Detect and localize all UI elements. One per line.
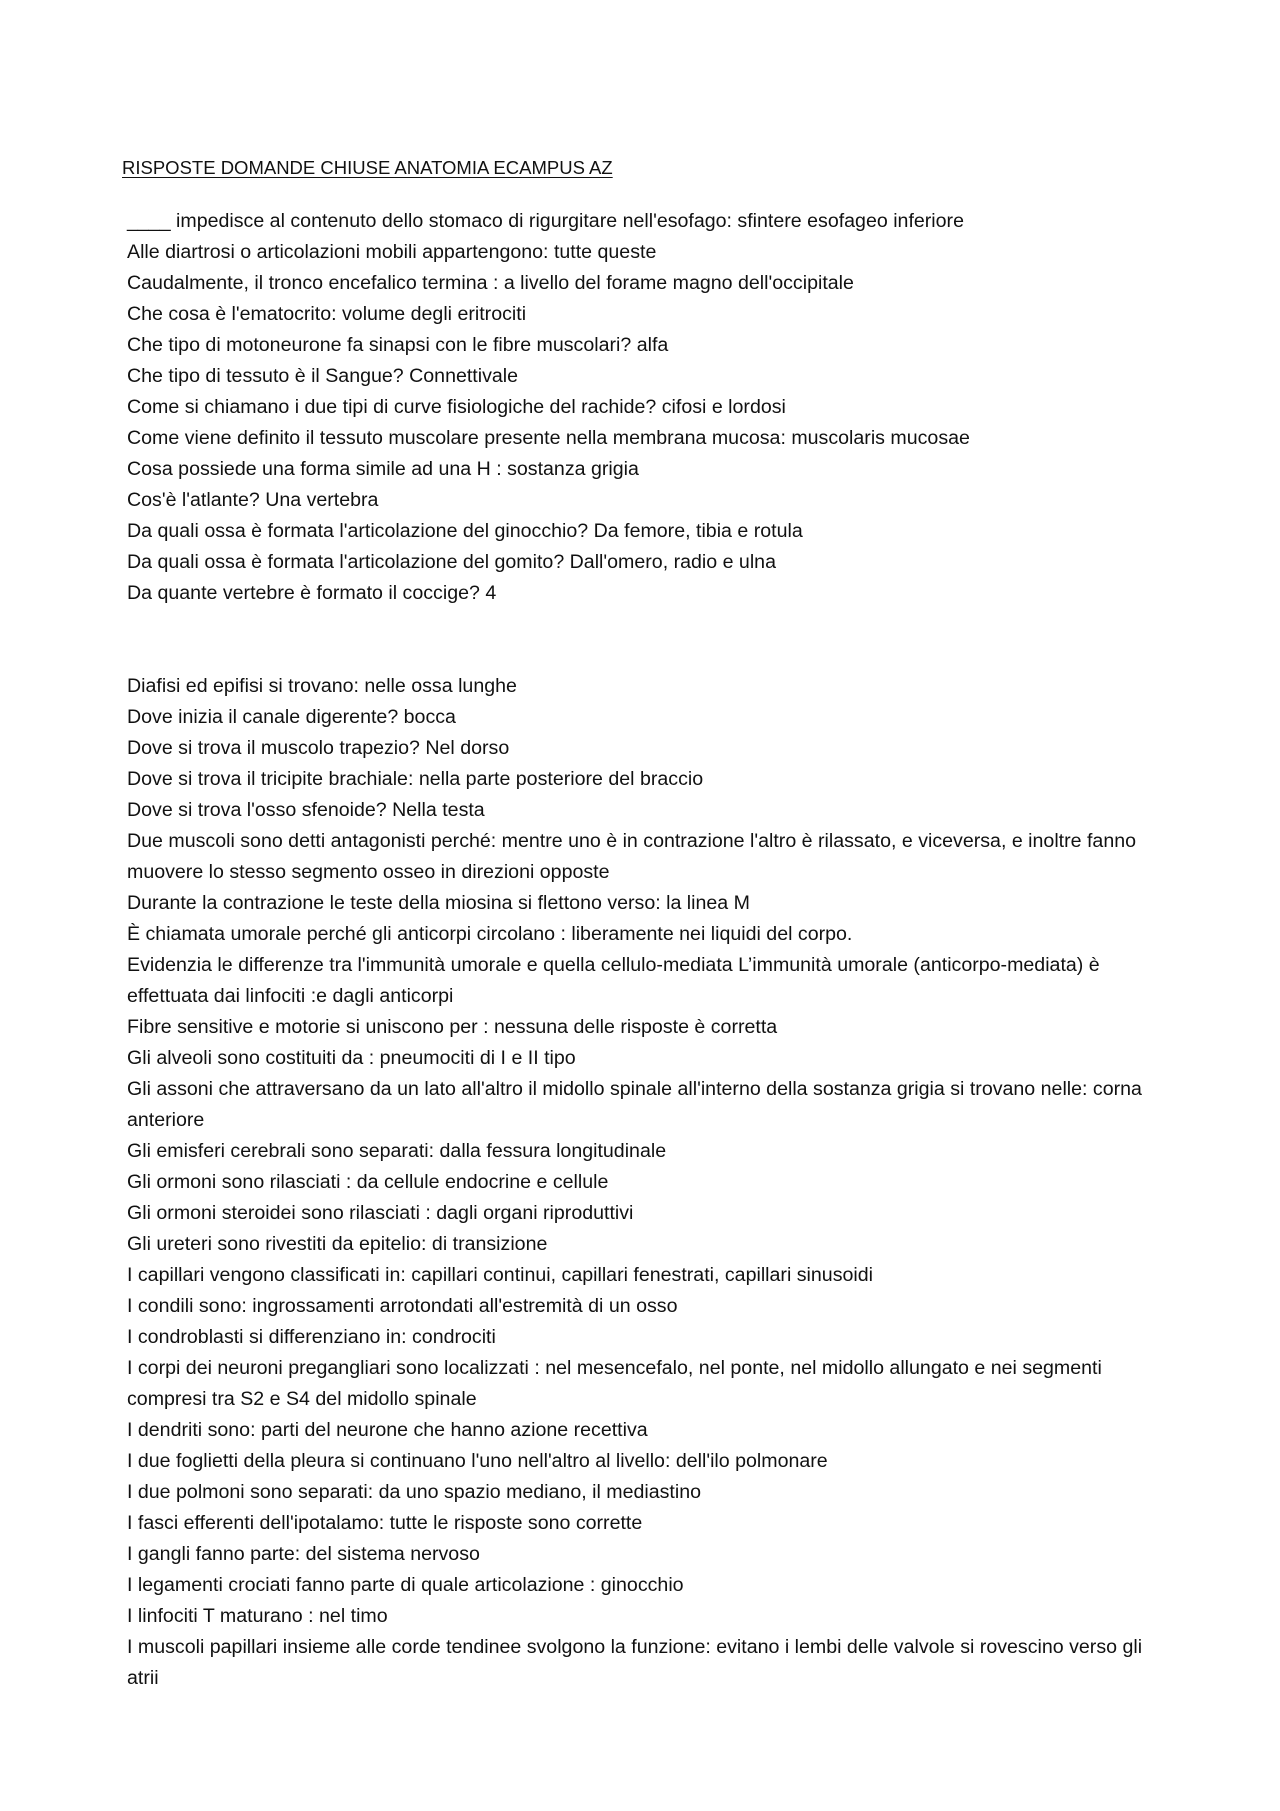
qa-line: I due polmoni sono separati: da uno spazio mediano, il mediastino <box>127 1481 702 1503</box>
qa-line: I condroblasti si differenziano in: condrociti <box>127 1326 496 1348</box>
document-title: RISPOSTE DOMANDE CHIUSE ANATOMIA ECAMPUS AZ <box>122 157 613 178</box>
qa-line: Da quante vertebre è formato il coccige? 4 <box>127 582 497 604</box>
qa-line: Cos'è l'atlante? Una vertebra <box>127 489 379 511</box>
qa-line: Come si chiamano i due tipi di curve fisiologiche del rachide? cifosi e lordosi <box>127 396 786 418</box>
qa-line: I legamenti crociati fanno parte di quale articolazione : ginocchio <box>127 1574 684 1596</box>
qa-line: I condili sono: ingrossamenti arrotondati all'estremità di un osso <box>127 1295 678 1317</box>
qa-line: Dove si trova l'osso sfenoide? Nella testa <box>127 799 485 821</box>
qa-line: Da quali ossa è formata l'articolazione del gomito? Dall'omero, radio e ulna <box>127 551 776 573</box>
qa-line: Due muscoli sono detti antagonisti perché: mentre uno è in contrazione l'altro è rilassato, e viceversa, e inoltre fanno muovere lo stesso segmento osseo in direzioni opposte <box>127 830 1137 883</box>
qa-line: Che tipo di tessuto è il Sangue? Connettivale <box>127 365 519 387</box>
qa-block-2 <box>127 671 1177 1694</box>
qa-line: Dove inizia il canale digerente? bocca <box>127 706 456 728</box>
qa-line: Dove si trova il tricipite brachiale: nella parte posteriore del braccio <box>127 768 704 790</box>
qa-line: Gli ureteri sono rivestiti da epitelio: di transizione <box>127 1233 548 1255</box>
qa-line: Da quali ossa è formata l'articolazione del ginocchio? Da femore, tibia e rotula <box>127 520 803 542</box>
qa-line: I dendriti sono: parti del neurone che hanno azione recettiva <box>127 1419 648 1441</box>
qa-line: Gli ormoni sono rilasciati : da cellule endocrine e cellule <box>127 1171 609 1193</box>
qa-line: Durante la contrazione le teste della miosina si flettono verso: la linea M <box>127 892 750 914</box>
qa-line: Gli emisferi cerebrali sono separati: dalla fessura longitudinale <box>127 1140 667 1162</box>
qa-line: Evidenzia le differenze tra l'immunità umorale e quella cellulo-mediata L’immunità umorale (anticorpo-mediata) è effettuata dai linfociti :e dagli anticorpi <box>127 954 1100 1007</box>
qa-line: I fasci efferenti dell'ipotalamo: tutte le risposte sono corrette <box>127 1512 643 1534</box>
qa-line: Che cosa è l'ematocrito: volume degli eritrociti <box>127 303 527 325</box>
qa-line: Gli assoni che attraversano da un lato all'altro il midollo spinale all'interno della sostanza grigia si trovano nelle: corna anteriore <box>127 1078 1142 1131</box>
qa-line: I linfociti T maturano : nel timo <box>127 1605 388 1627</box>
qa-line: Cosa possiede una forma simile ad una H : sostanza grigia <box>127 458 639 480</box>
qa-line: Gli alveoli sono costituiti da : pneumociti di I e II tipo <box>127 1047 576 1069</box>
qa-line: Alle diartrosi o articolazioni mobili appartengono: tutte queste <box>127 241 657 263</box>
qa-line: ____ impedisce al contenuto dello stomaco di rigurgitare nell'esofago: sfintere esofageo inferiore <box>127 210 964 232</box>
qa-line: Diafisi ed epifisi si trovano: nelle ossa lunghe <box>127 675 517 697</box>
qa-line: I muscoli papillari insieme alle corde tendinee svolgono la funzione: evitano i lembi delle valvole si rovescino verso gli atrii <box>127 1636 1143 1689</box>
qa-line: I gangli fanno parte: del sistema nervoso <box>127 1543 480 1565</box>
qa-line: Che tipo di motoneurone fa sinapsi con le fibre muscolari? alfa <box>127 334 669 356</box>
qa-block-1 <box>127 206 1177 609</box>
qa-line: Come viene definito il tessuto muscolare presente nella membrana mucosa: muscolaris mucosae <box>127 427 970 449</box>
qa-line: I due foglietti della pleura si continuano l'uno nell'altro al livello: dell'ilo polmonare <box>127 1450 828 1472</box>
qa-line: I capillari vengono classificati in: capillari continui, capillari fenestrati, capillari sinusoidi <box>127 1264 873 1286</box>
qa-line: Gli ormoni steroidei sono rilasciati : dagli organi riproduttivi <box>127 1202 634 1224</box>
qa-line: Caudalmente, il tronco encefalico termina : a livello del forame magno dell'occipitale <box>127 272 854 294</box>
qa-line: Dove si trova il muscolo trapezio? Nel dorso <box>127 737 510 759</box>
qa-line: I corpi dei neuroni pregangliari sono localizzati : nel mesencefalo, nel ponte, nel midollo allungato e nei segmenti compresi tra S2 e S4 del midollo spinale <box>127 1357 1102 1410</box>
qa-line: Fibre sensitive e motorie si uniscono per : nessuna delle risposte è corretta <box>127 1016 778 1038</box>
qa-line: È chiamata umorale perché gli anticorpi circolano : liberamente nei liquidi del corpo. <box>127 923 853 945</box>
